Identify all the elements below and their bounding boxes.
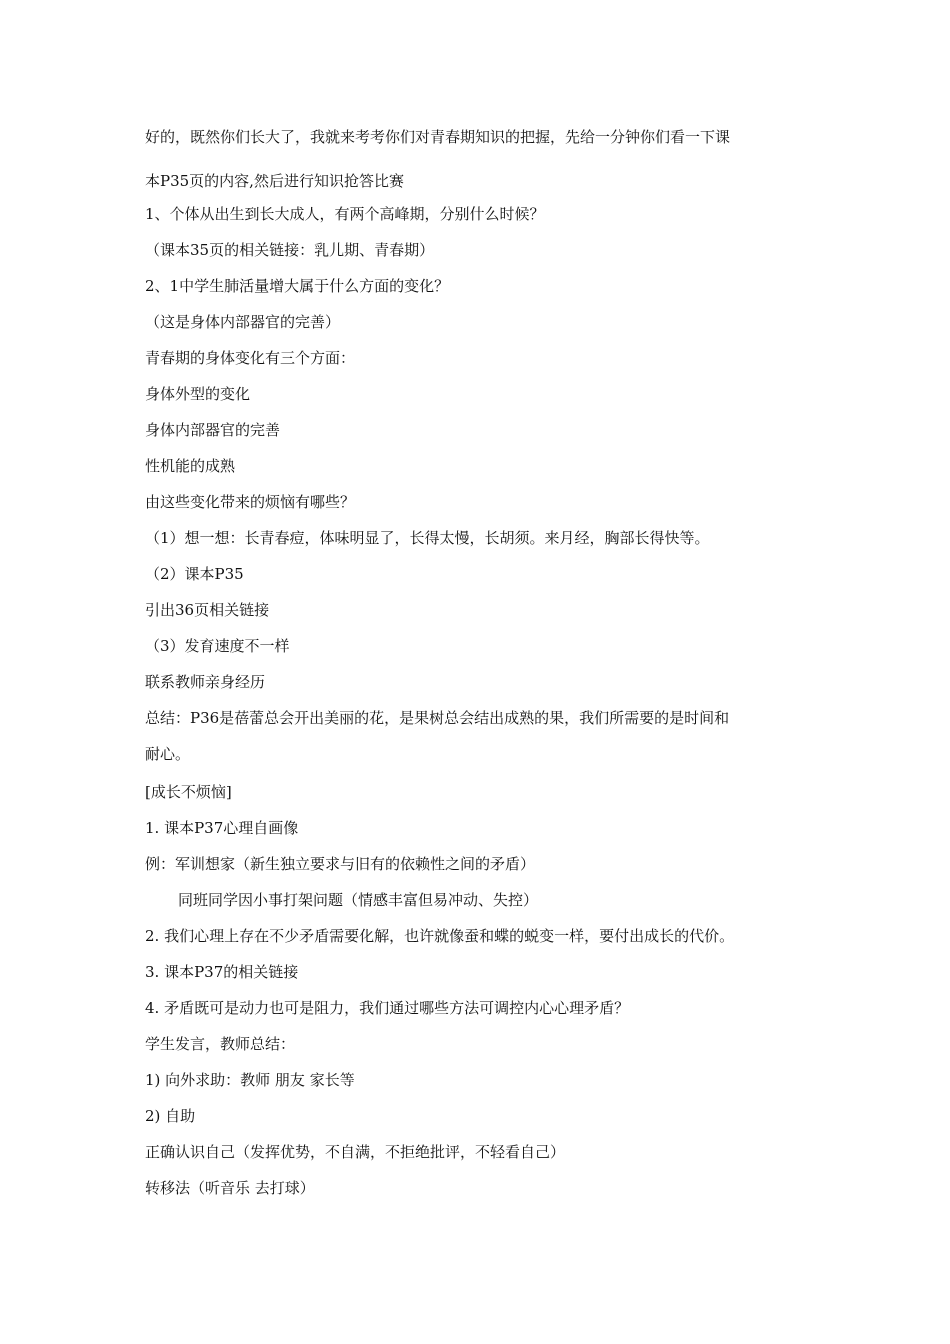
list-item: 4. 矛盾既可是动力也可是阻力，我们通过哪些方法可调控内心心理矛盾？ xyxy=(145,999,630,1017)
question-line: 1、个体从出生到长大成人，有两个高峰期，分别什么时候？ xyxy=(145,205,545,223)
question-line: 2、1中学生肺活量增大属于什么方面的变化？ xyxy=(145,277,450,295)
list-item: （1）想一想：长青春痘，体味明显了，长得太慢，长胡须。来月经，胸部长得快等。 xyxy=(145,529,710,547)
list-item: 性机能的成熟 xyxy=(145,457,236,475)
example-line: 同班同学因小事打架问题（情感丰富但易冲动、失控） xyxy=(178,891,539,909)
list-item: 身体内部器官的完善 xyxy=(145,421,281,439)
paragraph-line: 本P35页的内容,然后进行知识抢答比赛 xyxy=(145,172,404,190)
list-item: 2) 自助 xyxy=(145,1107,196,1125)
list-item: （2）课本P35 xyxy=(145,565,244,583)
answer-line: （课本35页的相关链接：乳儿期、青春期） xyxy=(145,241,435,259)
paragraph-line: 正确认识自己（发挥优势，不自满，不拒绝批评，不轻看自己） xyxy=(145,1143,566,1161)
section-heading: [成长不烦恼] xyxy=(145,783,232,801)
question-line: 由这些变化带来的烦恼有哪些？ xyxy=(145,493,356,511)
list-item: 2. 我们心理上存在不少矛盾需要化解，也许就像蚕和蝶的蜕变一样，要付出成长的代价。 xyxy=(145,927,735,945)
list-item: 身体外型的变化 xyxy=(145,385,251,403)
paragraph-line: 好的，既然你们长大了，我就来考考你们对青春期知识的把握，先给一分钟你们看一下课 xyxy=(145,128,731,146)
paragraph-line: 引出36页相关链接 xyxy=(145,601,270,619)
summary-line: 耐心。 xyxy=(145,745,191,763)
paragraph-line: 学生发言，教师总结： xyxy=(145,1035,296,1053)
list-item: 1. 课本P37心理自画像 xyxy=(145,819,299,837)
summary-line: 总结：P36是蓓蕾总会开出美丽的花，是果树总会结出成熟的果，我们所需要的是时间和 xyxy=(145,709,730,727)
list-item: 3. 课本P37的相关链接 xyxy=(145,963,299,981)
paragraph-line: 联系教师亲身经历 xyxy=(145,673,266,691)
list-item: （3）发育速度不一样 xyxy=(145,637,290,655)
list-item: 1) 向外求助：教师 朋友 家长等 xyxy=(145,1071,355,1089)
example-line: 例：军训想家（新生独立要求与旧有的依赖性之间的矛盾） xyxy=(145,855,536,873)
paragraph-line: 转移法（听音乐 去打球） xyxy=(145,1179,315,1197)
paragraph-line: 青春期的身体变化有三个方面： xyxy=(145,349,356,367)
answer-line: （这是身体内部器官的完善） xyxy=(145,313,341,331)
